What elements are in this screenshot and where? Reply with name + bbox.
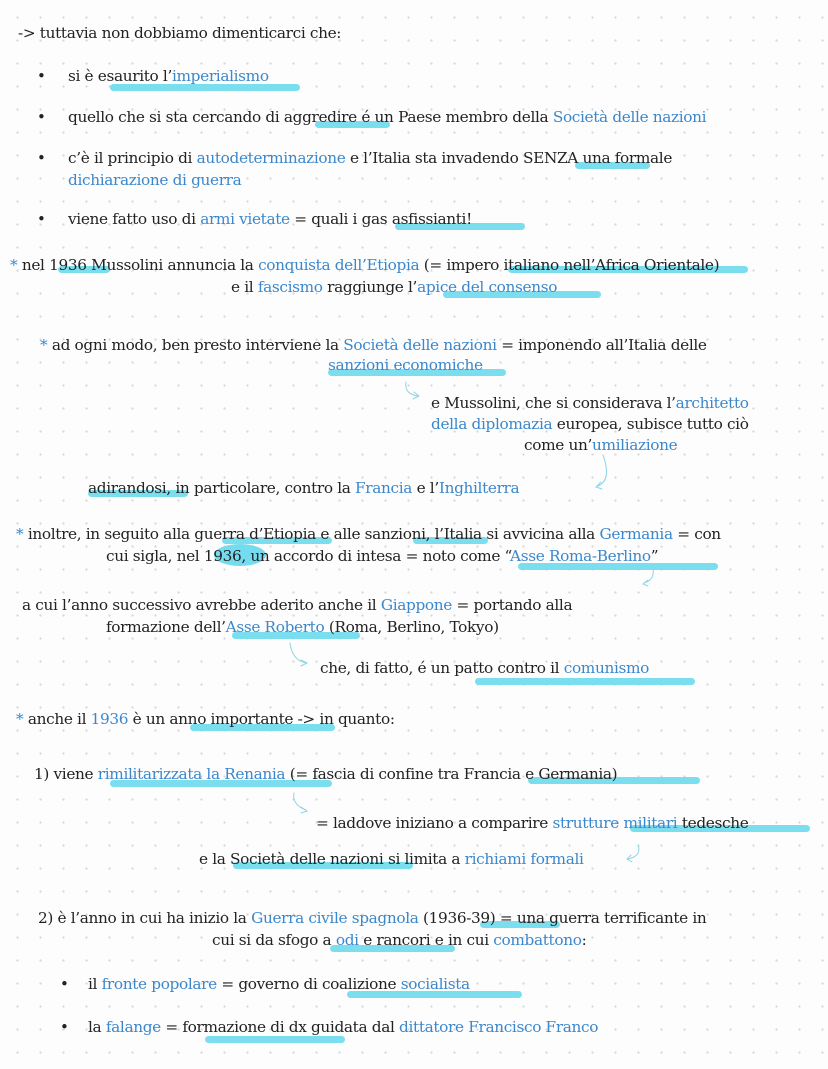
term-combattono: combattono — [493, 931, 582, 949]
asterisk: * — [40, 336, 48, 354]
text: = portando alla — [451, 596, 573, 614]
point-2-line-2 — [212, 929, 586, 951]
text: tedesche — [677, 814, 749, 832]
text: c’è il principio di — [68, 149, 197, 167]
term-1936: 1936 — [90, 710, 129, 728]
bullet-dot: • — [37, 67, 46, 85]
bullet-dot: • — [60, 975, 69, 993]
mussolini-line-2 — [431, 413, 749, 435]
bullet-dot: • — [37, 108, 46, 126]
term-apice-consenso: apice del consenso — [417, 278, 558, 296]
text: quello che si sta cercando di aggredire é un Paese membro della — [68, 108, 553, 126]
text: inoltre, in seguito alla guerra d’Etiopia e alle sanzioni, l’Italia si avvicina alla — [23, 525, 600, 543]
text: il — [88, 975, 102, 993]
text: = con — [672, 525, 721, 543]
text: che, di fatto, é un patto contro il — [320, 659, 564, 677]
text: si è esaurito l’ — [68, 67, 172, 85]
text: e rancori e in cui — [358, 931, 494, 949]
text: = quali i gas asfissianti! — [289, 210, 472, 228]
text: ” — [650, 547, 659, 565]
text: come un’ — [524, 436, 592, 454]
term-architetto: architetto — [675, 394, 749, 412]
para-anno-importante — [16, 708, 395, 730]
term-socialista: socialista — [400, 975, 470, 993]
term-strutture-militari: strutture militari — [552, 814, 678, 832]
term-imperialismo: imperialismo — [171, 67, 269, 85]
bullet-aggredire — [68, 106, 706, 128]
bullet-imperialismo — [68, 65, 269, 87]
text: = governo di coalizione — [216, 975, 401, 993]
bullet-dot: • — [60, 1018, 69, 1036]
term-autodeterminazione: autodeterminazione — [196, 149, 346, 167]
term-asse-roberto: Asse Roberto — [225, 618, 325, 636]
term-richiami-formali: richiami formali — [464, 850, 584, 868]
text: adirandosi, in particolare, contro la — [88, 479, 356, 497]
term-armi-vietate: armi vietate — [200, 210, 290, 228]
term-rimilitarizzata-renania: rimilitarizzata la Renania — [97, 765, 286, 783]
para-1936-consenso — [231, 276, 557, 298]
bullet-fronte-popolare — [88, 973, 470, 995]
intro-line: -> tuttavia non dobbiamo dimenticarci che: — [18, 24, 342, 42]
text: (1936-39) = una guerra terrificante in — [418, 909, 707, 927]
text: e l’Italia sta invadendo SENZA una formale — [345, 149, 673, 167]
asterisk: * — [10, 256, 18, 274]
asse-roberto-line — [106, 616, 499, 638]
text: cui si da sfogo a — [212, 931, 336, 949]
text: anche il — [23, 710, 91, 728]
bullet-dot: • — [37, 149, 46, 167]
text: = laddove iniziano a comparire — [316, 814, 553, 832]
term-societa-nazioni: Società delle nazioni — [343, 336, 497, 354]
para-asse-line-2 — [106, 545, 658, 567]
term-conquista-etiopia: conquista dell’Etiopia — [258, 256, 420, 274]
term-dichiarazione-guerra: dichiarazione di guerra — [68, 171, 242, 189]
text: 1) viene — [34, 765, 98, 783]
text: europea, subisce tutto ciò — [552, 415, 749, 433]
text: è un anno importante -> in quanto: — [128, 710, 395, 728]
asterisk: * — [16, 525, 24, 543]
term-fascismo: fascismo — [257, 278, 323, 296]
text: : — [581, 931, 587, 949]
text: e Mussolini, che si considerava l’ — [431, 394, 676, 412]
bullet-falange — [88, 1016, 598, 1038]
mussolini-line-1 — [431, 392, 749, 414]
term-societa-nazioni: Società delle nazioni — [552, 108, 707, 126]
text: cui sigla, nel 1936, un accordo di intesa = noto come “ — [106, 547, 511, 565]
asterisk: * — [16, 710, 24, 728]
term-guerra-civile-spagnola: Guerra civile spagnola — [251, 909, 419, 927]
term-sanzioni-economiche: sanzioni economiche — [328, 356, 483, 374]
para-asse — [16, 523, 721, 545]
giappone-line — [22, 594, 572, 616]
term-dittatore-franco: dittatore Francisco Franco — [399, 1018, 599, 1036]
text: = formazione di dx guidata dal — [160, 1018, 400, 1036]
text: e l’ — [412, 479, 439, 497]
text: 2) è l’anno in cui ha inizio la — [38, 909, 252, 927]
bullet-dot: • — [37, 210, 46, 228]
term-falange: falange — [105, 1018, 161, 1036]
text: raggiunge l’ — [322, 278, 418, 296]
term-fronte-popolare: fronte popolare — [101, 975, 217, 993]
text: la — [88, 1018, 106, 1036]
text: (= fascia di confine tra Francia e Germania) — [285, 765, 618, 783]
term-comunismo: comunismo — [563, 659, 650, 677]
text: e il — [231, 278, 258, 296]
term-asse-roma-berlino: Asse Roma-Berlino — [510, 547, 651, 565]
text: (= impero italiano nell’Africa Orientale) — [419, 256, 720, 274]
richiami-formali-line — [199, 848, 584, 870]
bullet-armi-vietate — [68, 208, 472, 230]
para-1936-etiopia — [10, 254, 719, 276]
term-francia: Francia — [355, 479, 413, 497]
term-odi: odi — [335, 931, 359, 949]
text: viene fatto uso di — [68, 210, 201, 228]
term-umiliazione: umiliazione — [591, 436, 678, 454]
highlight-patto-comunismo — [475, 678, 695, 685]
strutture-militari-line — [316, 812, 748, 834]
bullet-autodeterminazione — [68, 147, 672, 169]
point-1-renania — [34, 763, 617, 785]
text: formazione dell’ — [106, 618, 226, 636]
term-inghilterra: Inghilterra — [438, 479, 520, 497]
text: a cui l’anno successivo avrebbe aderito anche il — [22, 596, 381, 614]
term-diplomazia: della diplomazia — [431, 415, 553, 433]
text: = imponendo all’Italia delle — [496, 336, 707, 354]
text: nel 1936 Mussolini annuncia la — [17, 256, 259, 274]
adirandosi-line — [88, 477, 519, 499]
text: ad ogni modo, ben presto interviene la — [47, 336, 344, 354]
term-germania: Germania — [599, 525, 673, 543]
term-giappone: Giappone — [380, 596, 452, 614]
point-2-guerra-civile — [38, 907, 706, 929]
mussolini-line-3 — [524, 434, 677, 456]
text: e la Società delle nazioni si limita a — [199, 850, 465, 868]
comunismo-line — [320, 657, 649, 679]
para-sanzioni — [40, 334, 707, 356]
text: (Roma, Berlino, Tokyo) — [324, 618, 499, 636]
